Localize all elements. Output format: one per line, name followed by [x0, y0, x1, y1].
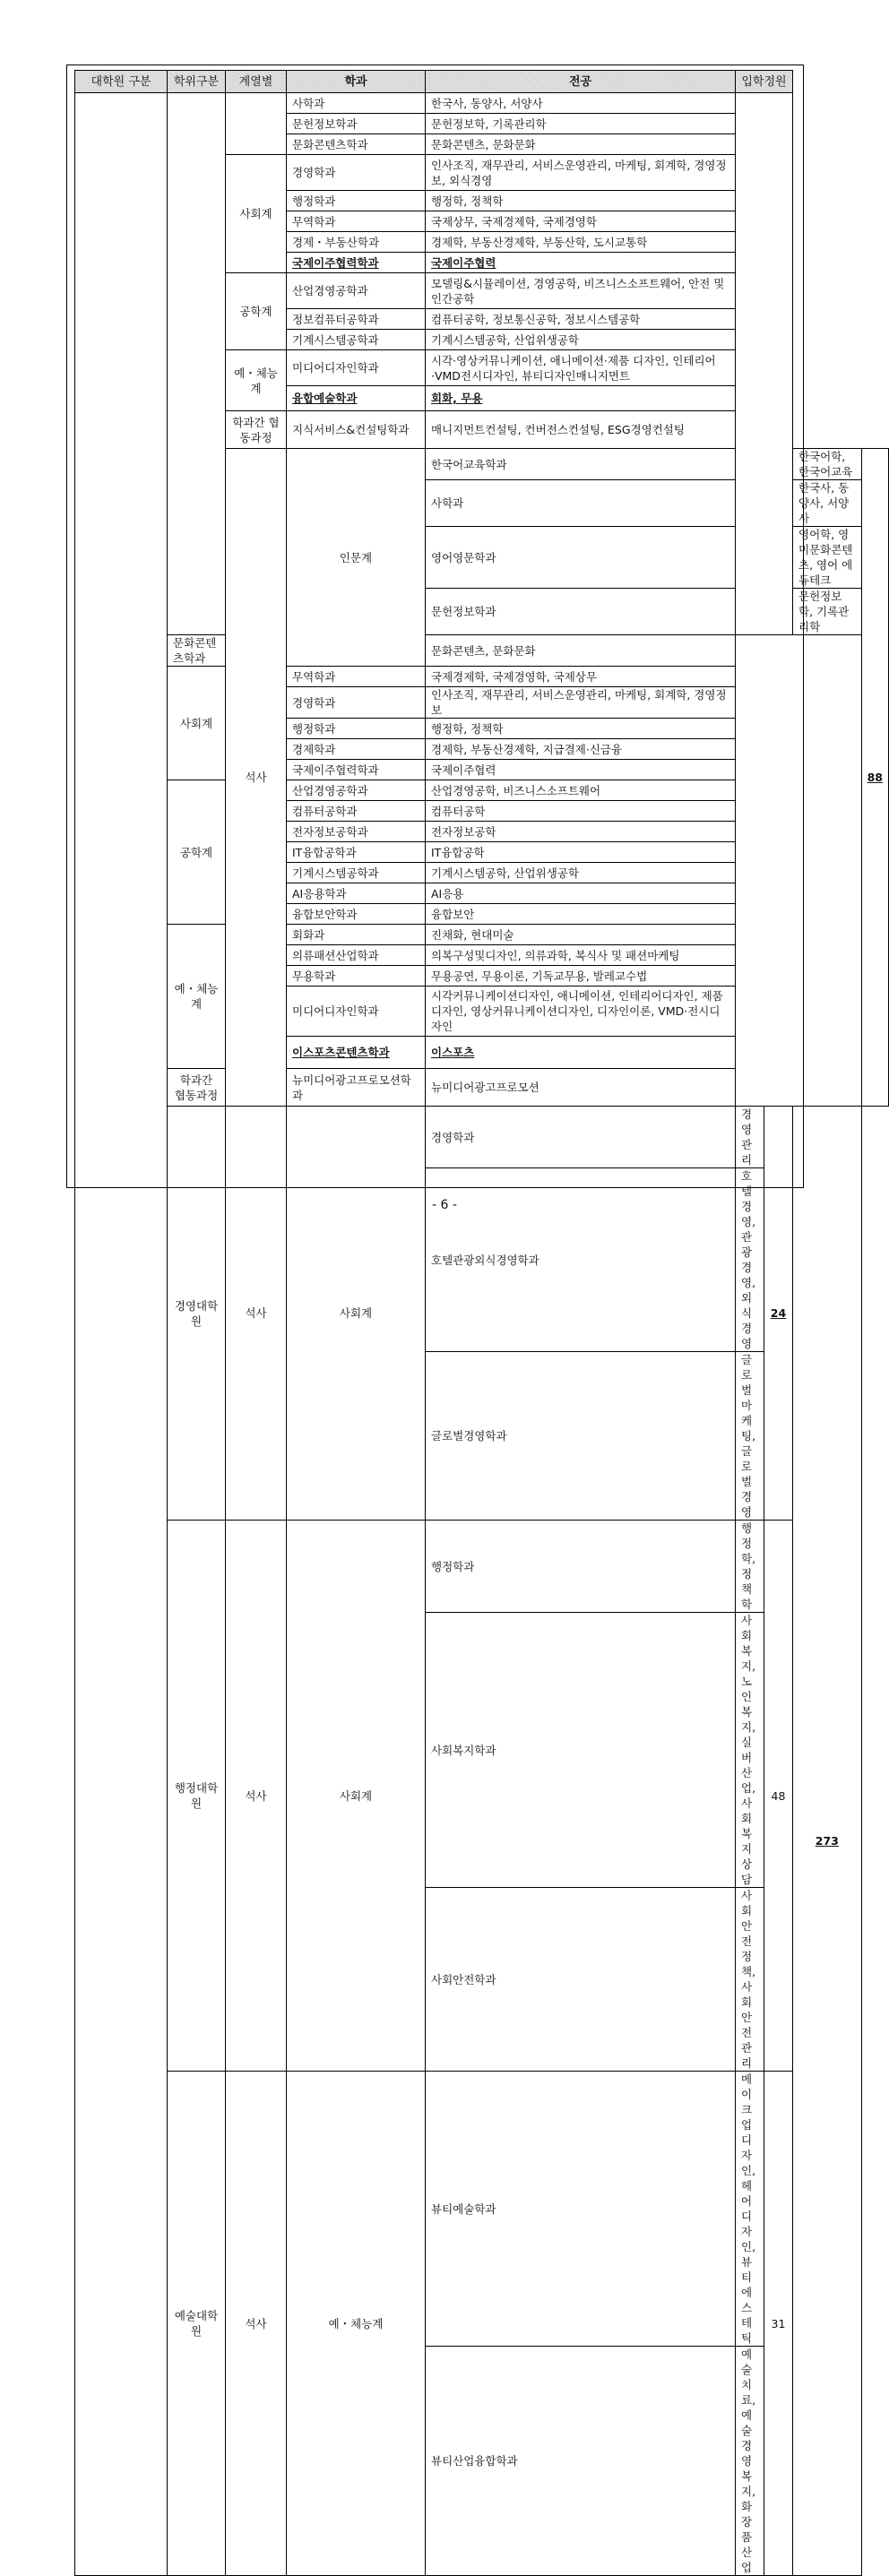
dept-cell: 전자정보공학과 [287, 822, 426, 842]
major-cell: 국제상무, 국제경제학, 국제경영학 [426, 211, 736, 232]
field-cell: 사회계 [226, 155, 287, 273]
quota-cell: 31 [764, 2072, 793, 2576]
dept-cell: 무용학과 [287, 966, 426, 986]
header-dept: 학과 [287, 71, 426, 93]
major-cell: 예술치료, 예술경영복지, 화장품산업 [736, 2347, 764, 2576]
table-row [75, 667, 889, 687]
major-cell: 행정학, 정책학 [736, 1521, 764, 1613]
table-row [75, 93, 889, 114]
dept-cell: 경제・부동산학과 [287, 232, 426, 253]
quota-cell [764, 1107, 793, 1521]
major-cell: 무용공연, 무용이론, 기독교무용, 발레교수법 [426, 966, 736, 986]
degree-cell: 석사 [226, 2072, 287, 2576]
table-row [75, 1107, 889, 1168]
dept-cell: 행정학과 [287, 191, 426, 211]
header-school: 대학원 구분 [75, 71, 168, 93]
field-cell: 학과간 협동과정 [168, 1069, 226, 1107]
degree-cell-continued [168, 93, 226, 635]
major-cell: 국제이주협력 [426, 253, 736, 273]
quota-cell-continued [736, 93, 793, 635]
major-cell: 글로벌마케팅, 글로벌경영 [736, 1352, 764, 1521]
dept-cell: 행정학과 [287, 719, 426, 739]
major-cell: 뉴미디어광고프로모션 [426, 1069, 736, 1107]
dept-cell: 산업경영공학과 [287, 273, 426, 309]
dept-cell: 컴퓨터공학과 [287, 801, 426, 822]
major-cell: 매니지먼트컨설팅, 컨버전스컨설팅, ESG경영컨설팅 [426, 411, 736, 449]
major-cell: 인사조직, 재무관리, 서비스운영관리, 마케팅, 회계학, 경영정보 [426, 687, 736, 719]
dept-cell: 정보컴퓨터공학과 [287, 309, 426, 330]
major-cell: 컴퓨터공학 [426, 801, 736, 822]
dept-cell: 산업경영공학과 [287, 780, 426, 801]
major-cell: 인사조직, 재무관리, 서비스운영관리, 마케팅, 회계학, 경영정보, 외식경영 [426, 155, 736, 191]
degree-cell: 석사 [226, 449, 287, 1107]
dept-cell: 행정학과 [426, 1521, 736, 1613]
major-cell: 시각커뮤니케이션디자인, 애니메이션, 인테리어디자인, 제품디자인, 영상커뮤니케이션디자인, 디자인이론, VMD·전시디자인 [426, 986, 736, 1037]
major-cell: 사회복지, 노인복지, 실버산업, 사회복지상담 [736, 1613, 764, 1888]
school-cell: 경영대학원 [168, 1107, 226, 1521]
table-row [75, 925, 889, 945]
dept-cell: 경영학과 [426, 1107, 736, 1168]
dept-cell: 융합예술학과 [287, 386, 426, 411]
field-cell: 공학계 [168, 780, 226, 925]
header-row [75, 71, 889, 93]
dept-cell: 무역학과 [287, 667, 426, 687]
dept-cell: 경영학과 [287, 155, 426, 191]
school-cell: 행정대학원 [168, 1521, 226, 2072]
dept-cell: 문화콘텐츠학과 [287, 134, 426, 155]
dept-cell: 지식서비스&컨설팅학과 [287, 411, 426, 449]
field-cell: 학과간 협동과정 [226, 411, 287, 449]
major-cell: 융합보안 [426, 904, 736, 925]
dept-cell: 경영학과 [287, 687, 426, 719]
major-cell: 경제학, 부동산경제학, 부동산학, 도시교통학 [426, 232, 736, 253]
major-cell: 모델링&시뮬레이션, 경영공학, 비즈니스소프트웨어, 안전 및 인간공학 [426, 273, 736, 309]
quota-cell: 48 [764, 1521, 793, 2072]
dept-cell: 호텔관광외식경영학과 [426, 1168, 736, 1352]
major-cell: AI응용 [426, 883, 736, 904]
major-cell: 컴퓨터공학, 정보통신공학, 정보시스템공학 [426, 309, 736, 330]
dept-cell: 문헌정보학과 [287, 114, 426, 134]
major-cell: 문화콘텐츠, 문화문화 [426, 635, 736, 667]
dept-cell: 기계시스템공학과 [287, 863, 426, 883]
major-cell: 기계시스템공학, 산업위생공학 [426, 330, 736, 350]
dept-cell: AI응용학과 [287, 883, 426, 904]
dept-cell: 경제학과 [287, 739, 426, 760]
major-cell: 한국사, 동양사, 서양사 [426, 93, 736, 114]
school-cell-continued [75, 93, 168, 2576]
major-cell: 시각·영상커뮤니케이션, 애니메이션·제품 디자인, 인테리어·VMD전시디자인, 뷰티디자인매니지먼트 [426, 350, 736, 386]
dept-cell: 한국어교육학과 [426, 449, 736, 480]
major-cell: 영어학, 영미문화콘텐츠, 영어 에듀테크 [793, 527, 862, 589]
field-cell: 사회계 [168, 667, 226, 780]
table-row [75, 2072, 889, 2347]
major-cell: 한국어학, 한국어교육 [793, 449, 862, 480]
major-cell: 진채화, 현대미술 [426, 925, 736, 945]
quota-cell [861, 449, 888, 1107]
major-cell: 문헌정보학, 기록관리학 [793, 589, 862, 635]
major-cell: IT융합공학 [426, 842, 736, 863]
major-cell: 기계시스템공학, 산업위생공학 [426, 863, 736, 883]
header-field: 계열별 [226, 71, 287, 93]
dept-cell: 문헌정보학과 [426, 589, 736, 635]
dept-cell: 사학과 [426, 480, 736, 527]
major-cell: 산업경영공학, 비즈니스소프트웨어 [426, 780, 736, 801]
table-row [75, 635, 889, 667]
field-cell: 예・체능계 [168, 925, 226, 1069]
total-quota-value: 273 [815, 1834, 839, 1848]
major-cell: 의복구성및디자인, 의류과학, 복식사 및 패션마케팅 [426, 945, 736, 966]
major-cell: 이스포츠 [426, 1037, 736, 1069]
dept-cell: 이스포츠콘텐츠학과 [287, 1037, 426, 1069]
dept-cell: 기계시스템공학과 [287, 330, 426, 350]
header-major: 전공 [426, 71, 736, 93]
table-row [75, 780, 889, 801]
major-cell: 문화콘텐츠, 문화문화 [426, 134, 736, 155]
dept-cell: 회화과 [287, 925, 426, 945]
table-row [75, 1521, 889, 1613]
field-cell: 공학계 [226, 273, 287, 350]
field-cell: 인문계 [287, 449, 426, 667]
dept-cell: 뷰티산업융합학과 [426, 2347, 736, 2576]
major-cell: 회화, 무용 [426, 386, 736, 411]
dept-cell: 미디어디자인학과 [287, 350, 426, 386]
dept-cell: 사회복지학과 [426, 1613, 736, 1888]
dept-cell: 무역학과 [287, 211, 426, 232]
major-cell: 경영관리 [736, 1107, 764, 1168]
dept-cell: 국제이주협력학과 [287, 253, 426, 273]
field-cell: 예・체능계 [226, 350, 287, 411]
dept-cell: 뉴미디어광고프로모션학과 [287, 1069, 426, 1107]
field-cell: 예・체능계 [287, 2072, 426, 2576]
major-cell: 경제학, 부동산경제학, 지급결제·신금융 [426, 739, 736, 760]
dept-cell: IT융합공학과 [287, 842, 426, 863]
degree-cell: 석사 [226, 1521, 287, 2072]
dept-cell: 문화콘텐츠학과 [168, 635, 226, 667]
quota-value: 88 [867, 771, 883, 784]
degree-cell: 석사 [226, 1107, 287, 1521]
quota-value: 24 [770, 1306, 787, 1320]
dept-cell: 의류패션산업학과 [287, 945, 426, 966]
major-cell: 국제이주협력 [426, 760, 736, 780]
dept-cell: 국제이주협력학과 [287, 760, 426, 780]
total-quota-cell [793, 1107, 862, 2576]
header-quota: 입학정원 [736, 71, 793, 93]
dept-cell: 뷰티예술학과 [426, 2072, 736, 2347]
major-cell: 국제경제학, 국제경영학, 국제상무 [426, 667, 736, 687]
field-cell: 사회계 [287, 1107, 426, 1521]
major-cell: 호텔경영, 관광경영, 외식경영 [736, 1168, 764, 1352]
dept-cell: 미디어디자인학과 [287, 986, 426, 1037]
dept-cell: 영어영문학과 [426, 527, 736, 589]
major-cell: 문헌정보학, 기록관리학 [426, 114, 736, 134]
major-cell: 전자정보공학 [426, 822, 736, 842]
major-cell: 메이크업디자인, 헤어디자인, 뷰티에스테틱 [736, 2072, 764, 2347]
page-number: - 6 - [432, 1198, 457, 1212]
dept-cell: 사회안전학과 [426, 1888, 736, 2072]
school-cell: 예술대학원 [168, 2072, 226, 2576]
admission-quota-table [74, 70, 889, 2576]
major-cell: 행정학, 정책학 [426, 191, 736, 211]
dept-cell: 사학과 [287, 93, 426, 114]
major-cell: 사회안전정책, 사회안전관리 [736, 1888, 764, 2072]
header-degree: 학위구분 [168, 71, 226, 93]
dept-cell: 글로벌경영학과 [426, 1352, 736, 1521]
dept-cell: 융합보안학과 [287, 904, 426, 925]
major-cell: 한국사, 동양사, 서양사 [793, 480, 862, 527]
table-row [75, 1069, 889, 1107]
field-cell-continued [226, 93, 287, 155]
major-cell: 행정학, 정책학 [426, 719, 736, 739]
field-cell: 사회계 [287, 1521, 426, 2072]
